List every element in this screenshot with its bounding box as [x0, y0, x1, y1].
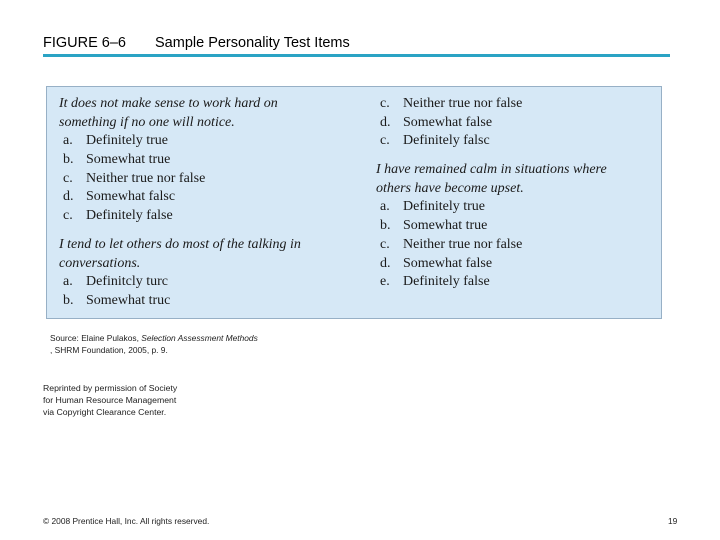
option-text: Somewhat true [86, 152, 171, 168]
option-key: c. [380, 236, 390, 252]
option-text: Definitely true [403, 199, 486, 215]
option-text: Somewhat falsc [86, 189, 176, 205]
option-text: Neither true nor false [403, 96, 523, 111]
source-citation [50, 333, 258, 356]
option-item [376, 132, 656, 151]
option-item [376, 217, 656, 236]
question-2-line-1: I tend to let others do most of the talking in [59, 236, 301, 252]
source-suffix: , SHRM Foundation, 2005, p. 9. [50, 344, 168, 355]
option-text: Definitely false [403, 274, 490, 290]
question-2-line-2: conversations. [59, 255, 141, 271]
option-item [59, 132, 359, 151]
option-key: c. [380, 96, 390, 111]
option-key: c. [63, 170, 73, 186]
reprint-note: Reprinted by permission of Society for Human Resource Management via Copyright Clearance Center. [43, 383, 178, 418]
option-text: Definitely false [86, 208, 173, 224]
option-item [59, 188, 359, 207]
option-text: Somewhat truc [86, 292, 171, 308]
page-number: 19 [668, 516, 678, 526]
option-key: b. [380, 218, 391, 234]
copyright-notice: © 2008 Prentice Hall, Inc. All rights reserved. [43, 516, 210, 526]
title-rule [43, 54, 670, 57]
option-item [59, 292, 359, 311]
test-items-box [46, 86, 662, 319]
option-item [59, 273, 359, 292]
option-item [376, 236, 656, 255]
option-item [59, 170, 359, 189]
option-text: Somewhat false [403, 255, 493, 271]
source-title: Selection Assessment Methods [141, 333, 258, 343]
option-key: b. [63, 292, 74, 308]
option-key: d. [380, 114, 391, 130]
spacer [376, 151, 656, 161]
option-item [376, 95, 656, 114]
option-text: Neither true nor false [403, 236, 523, 252]
option-key: e. [380, 274, 390, 290]
figure-label: FIGURE 6–6 [43, 35, 126, 51]
option-text: Neither true nor false [86, 170, 206, 186]
option-key: a. [380, 199, 390, 215]
option-item [376, 273, 656, 292]
option-key: d. [63, 189, 74, 205]
option-key: c. [380, 133, 390, 149]
source-prefix: Source: Elaine Pulakos, [50, 333, 142, 343]
option-text: Definitely true [86, 133, 169, 149]
question-3-line-1: I have remained calm in situations where [376, 162, 607, 178]
figure-caption: Sample Personality Test Items [155, 35, 350, 51]
question-1-line-2: something if no one will notice. [59, 114, 235, 130]
option-item [59, 207, 359, 226]
option-text: Definitcly turc [86, 274, 169, 290]
right-column [376, 95, 656, 292]
question-3-line-2: others have become upset. [376, 180, 524, 196]
option-item [376, 198, 656, 217]
option-text: Somewhat false [403, 114, 493, 130]
option-key: a. [63, 133, 73, 149]
left-column [59, 95, 359, 311]
option-key: d. [380, 255, 391, 271]
figure-title [43, 35, 350, 51]
option-item [376, 114, 656, 133]
option-item [59, 151, 359, 170]
question-1-line-1: It does not make sense to work hard on [59, 96, 278, 111]
spacer [59, 226, 359, 236]
option-text: Somewhat true [403, 218, 488, 234]
option-key: b. [63, 152, 74, 168]
option-item [376, 255, 656, 274]
option-text: Definitely falsc [403, 133, 490, 149]
option-key: c. [63, 208, 73, 224]
option-key: a. [63, 274, 73, 290]
